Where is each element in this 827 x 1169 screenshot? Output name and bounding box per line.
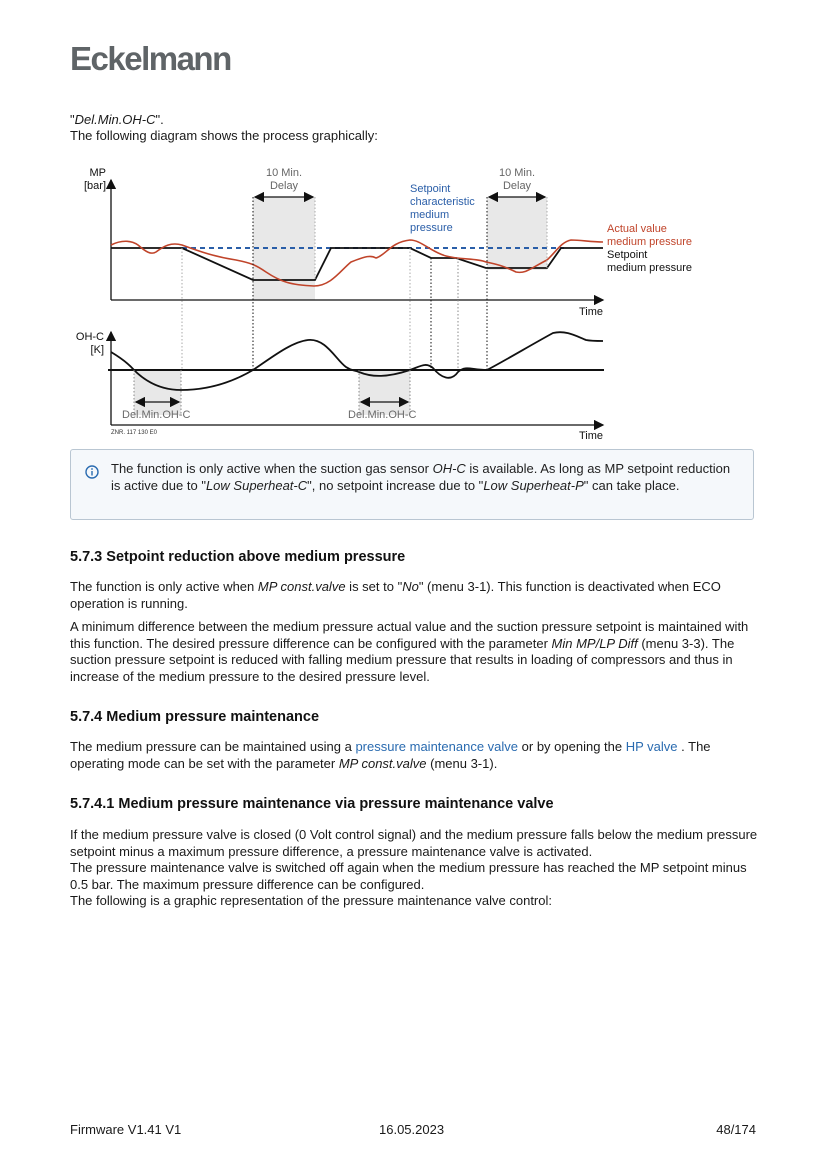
delay-label-1a: 10 Min.	[265, 167, 303, 179]
intro-text	[70, 112, 760, 144]
ohc-y-label-2: [K]	[90, 344, 104, 356]
paragraph-5-7-3-2: A minimum difference between the medium pressure actual value and the suction pressure setpoint is maintained with this function. The desired pressure difference can be configured with the parameter Min MP/LP Diff (menu 3-3). The suction pressure setpoint is reduced with falling medium pressure that results in loading of compressors and thus in increase of the medium pressure to the desired pressure level.	[70, 619, 749, 684]
footer-date: 16.05.2023	[379, 1122, 445, 1137]
ohc-x-label: Time	[578, 430, 603, 442]
footer-page-number: 48/174	[716, 1122, 756, 1137]
svg-text:Setpoint: Setpoint	[410, 183, 451, 195]
mp-y-label-1: MP	[89, 167, 106, 179]
param-reference: "Del.Min.OH-C".	[70, 112, 164, 127]
link-hp-valve[interactable]: HP valve	[625, 739, 678, 754]
info-circle-icon	[85, 465, 99, 479]
svg-text:characteristic: characteristic	[410, 196, 475, 208]
paragraph-5-7-3-1: The function is only active when MP const.valve is set to "No" (menu 3-1). This function is deactivated when ECO operation is running.	[70, 579, 721, 611]
para-line-2: The pressure maintenance valve is switched off again when the medium pressure has reached the MP setpoint minus 0.5 bar. The maximum pressure difference can be configured.	[70, 860, 747, 892]
delay-label-1b: Delay	[269, 180, 299, 192]
diagram-caption: The following diagram shows the process graphically:	[70, 128, 378, 143]
delay-label-2b: Delay	[502, 180, 532, 192]
setpoint-label-1: Setpoint	[607, 249, 648, 261]
para-line-1: If the medium pressure valve is closed (0 Volt control signal) and the medium pressure falls below the medium pressure setpoint minus a maximum pressure difference, a pressure maintenance valve is activated.	[70, 827, 758, 859]
paragraph-5-7-4: The medium pressure can be maintained using a pressure maintenance valve or by opening the HP valve . The operating mode can be set with the parameter MP const.valve (menu 3-1).	[70, 739, 711, 771]
paragraph-5-7-4-1	[70, 827, 760, 910]
ohc-y-label-1: OH-C	[76, 331, 104, 343]
ohc-curve	[111, 332, 603, 390]
svg-text:pressure: pressure	[410, 222, 453, 234]
delay-label-2a: 10 Min.	[498, 167, 536, 179]
process-diagram	[76, 160, 716, 445]
delay-region-2	[487, 197, 547, 270]
mp-x-label: Time	[578, 306, 603, 318]
ohc-chart	[76, 331, 604, 442]
link-pressure-maintenance-valve[interactable]: pressure maintenance valve	[355, 739, 519, 754]
drawing-number: ZNR. 117 130 E0	[111, 430, 157, 436]
heading-5-7-3: 5.7.3 Setpoint reduction above medium pressure	[70, 549, 406, 565]
info-note-text: The function is only active when the suction gas sensor OH-C is available. As long as MP setpoint reduction is active due to "Low Superheat-C", no setpoint increase due to "Low Superheat-P" can take place.	[111, 461, 731, 493]
setpoint-char-label	[410, 183, 475, 234]
actual-value-label-2: medium pressure	[607, 236, 692, 248]
ohc-delay-label-1: Del.Min.OH-C	[122, 409, 191, 421]
company-logo: Eckelmann	[70, 40, 231, 77]
footer-firmware: Firmware V1.41 V1	[70, 1122, 182, 1137]
para-line-3: The following is a graphic representation of the pressure maintenance valve control:	[70, 893, 552, 908]
mp-y-label-2: [bar]	[83, 180, 106, 192]
heading-5-7-4: 5.7.4 Medium pressure maintenance	[70, 709, 320, 725]
heading-5-7-4-1: 5.7.4.1 Medium pressure maintenance via pressure maintenance valve	[70, 796, 554, 812]
setpoint-label-2: medium pressure	[607, 262, 692, 274]
svg-text:medium: medium	[410, 209, 450, 221]
info-note	[70, 449, 754, 520]
actual-value-label-1: Actual value	[607, 223, 667, 235]
ohc-delay-label-2: Del.Min.OH-C	[348, 409, 417, 421]
mp-chart	[84, 167, 692, 370]
